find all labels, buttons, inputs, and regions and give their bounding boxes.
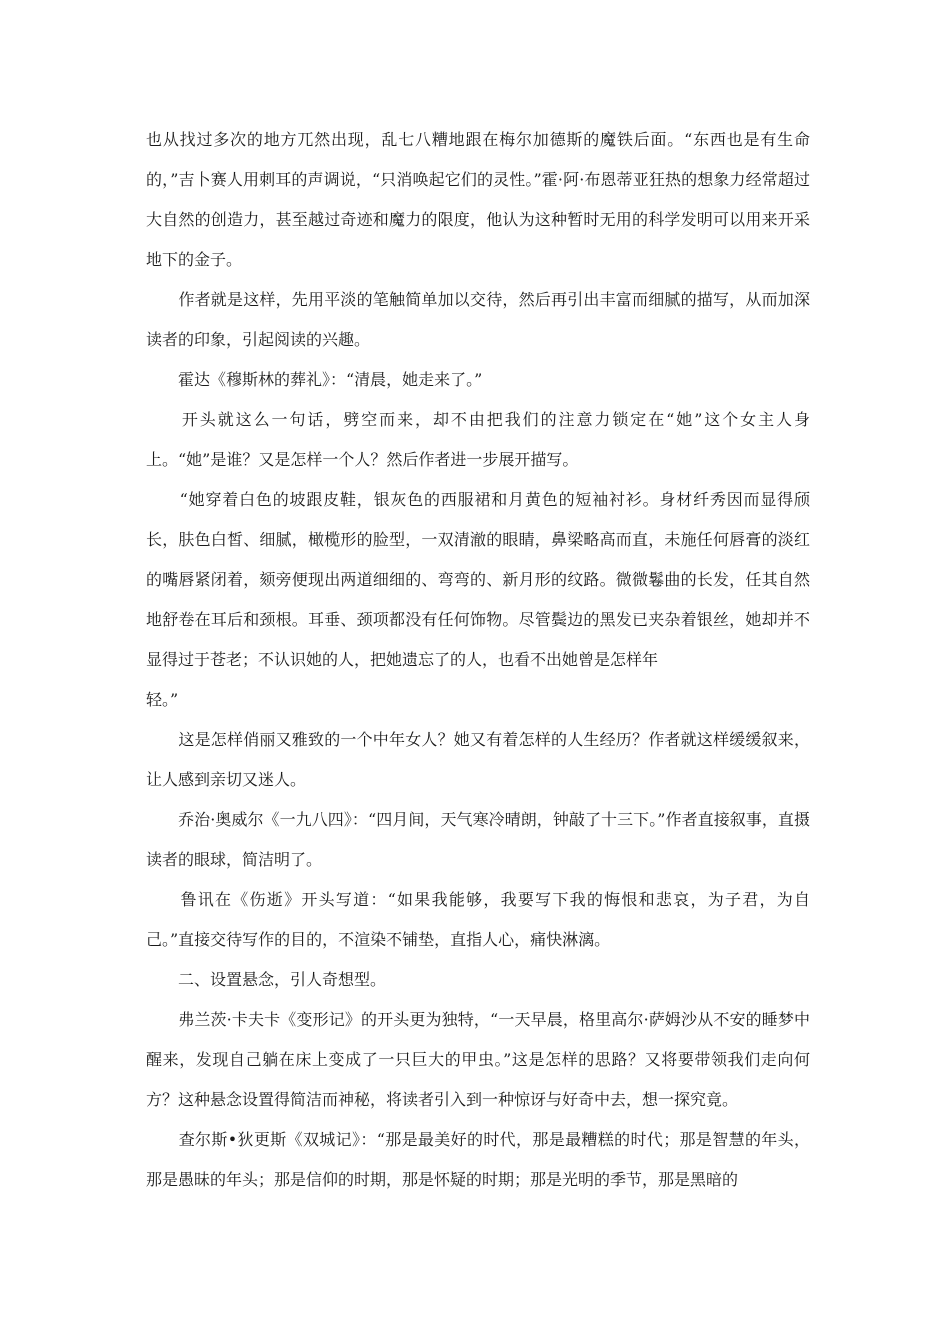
paragraph-7: 乔治·奥威尔《一九八四》：“四月间，天气寒冷晴朗，钟敲了十三下。”作者直接叙事，直摄读者的眼球，简洁明了。 <box>146 810 810 869</box>
paragraph-6: 这是怎样俏丽又雅致的一个中年女人？她又有着怎样的人生经历？作者就这样缓缓叙来，让人感到亲切又迷人。 <box>146 730 810 789</box>
paragraph-4: 开头就这么一句话，劈空而来，却不由把我们的注意力锁定在“她”这个女主人身上。“她”是谁？又是怎样一个人？然后作者进一步展开描写。 <box>146 410 810 469</box>
paragraph-11: 查尔斯•狄更斯《双城记》：“那是最美好的时代，那是最糟糕的时代；那是智慧的年头，那是愚昧的年头；那是信仰的时期，那是怀疑的时期；那是光明的季节，那是黑暗的 <box>146 1130 810 1189</box>
document-page <box>146 120 810 1200</box>
paragraph-5: “她穿着白色的坡跟皮鞋，银灰色的西服裙和月黄色的短袖衬衫。身材纤秀因而显得颀长，肤色白皙、细腻，橄榄形的脸型，一双清澈的眼睛，鼻梁略高而直，未施任何唇膏的淡红的嘴唇紧闭着，颏旁便现出两道细细的、弯弯的、新月形的纹路。微微鬈曲的长发，任其自然地舒卷在耳后和颈根。耳垂、颈项都没有任何饰物。尽管鬓边的黑发已夹杂着银丝，她却并不显得过于苍老；不认识她的人，把她遗忘了的人，也看不出她曾是怎样年 轻。” <box>146 490 810 709</box>
paragraph-10: 弗兰茨·卡夫卡《变形记》的开头更为独特，“一天早晨，格里高尔·萨姆沙从不安的睡梦中醒来，发现自己躺在床上变成了一只巨大的甲虫。”这是怎样的思路？又将要带领我们走向何方？这种悬念设置得简洁而神秘，将读者引入到一种惊讶与好奇中去，想一探究竟。 <box>146 1010 810 1109</box>
paragraph-1: 也从找过多次的地方兀然出现，乱七八糟地跟在梅尔加德斯的魔铁后面。“东西也是有生命的，”吉卜赛人用刺耳的声调说，“只消唤起它们的灵性。”霍·阿·布恩蒂亚狂热的想象力经常超过大自然的创造力，甚至越过奇迹和魔力的限度，他认为这种暂时无用的科学发明可以用来开采地下的金子。 <box>146 130 810 269</box>
section-heading: 二、设置悬念，引人奇想型。 <box>146 970 387 989</box>
paragraph-3: 霍达《穆斯林的葬礼》：“清晨，她走来了。” <box>146 370 483 389</box>
paragraph-8: 鲁讯在《伤逝》开头写道：“如果我能够，我要写下我的悔恨和悲哀，为子君，为自己。”直接交待写作的目的，不渲染不铺垫，直指人心，痛快淋漓。 <box>146 890 810 949</box>
paragraph-2: 作者就是这样，先用平淡的笔触简单加以交待，然后再引出丰富而细腻的描写，从而加深读者的印象，引起阅读的兴趣。 <box>146 290 810 349</box>
